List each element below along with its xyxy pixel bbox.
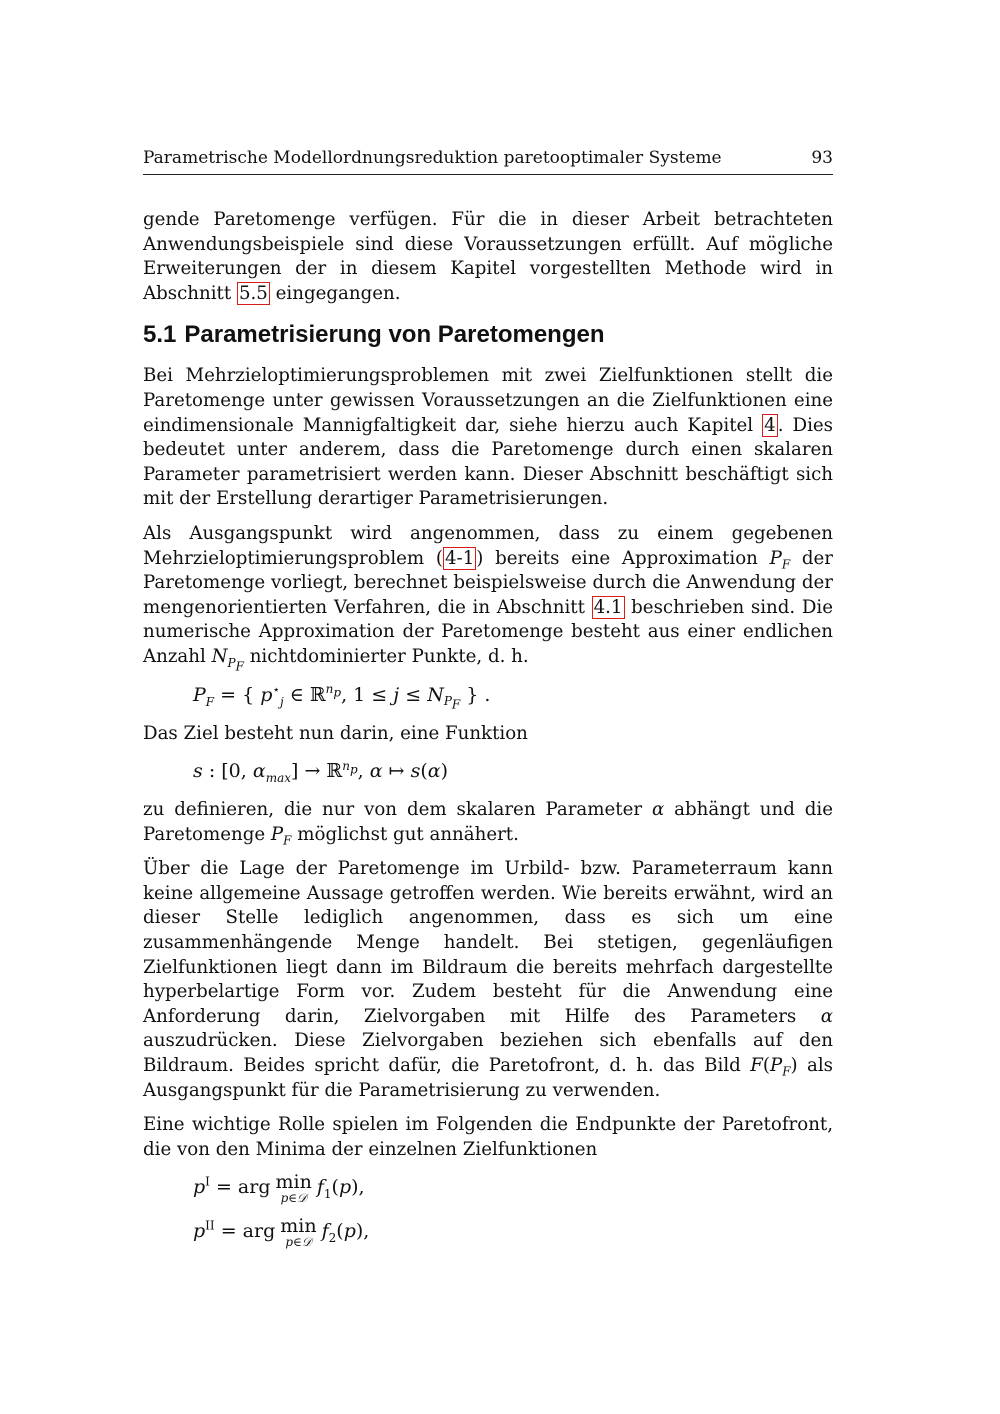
p4-text-3: möglichst gut annähert. — [291, 823, 519, 845]
equation-p1-argmin: $p^I$ = arg min p∈𝒟 $f_1(p)$, — [193, 1171, 365, 1206]
intro-text-end: eingegangen. — [269, 282, 401, 304]
math-F-PF: F — [750, 1055, 763, 1077]
paragraph-5: Über die Lage der Paretomenge im Urbild- bzw. Parameterraum kann keine allgemeine Aussage getroffen werden. Wie bereits erwähnt, wird an dieser Stelle lediglich angenommen, dass es sich um eine zusammenhängende Menge handelt. Bei stetigen, gegenläufigen Zielfunktionen liegt dann im Bildraum die bereits mehrfach dargestellte hyperbelartige Form vor. Zudem besteht für die Anwendung eine Anforderung darin, Zielvorgaben mit Hilfe des Parameters α auszudrücken. Diese Zielvorgaben beziehen sich ebenfalls auf den Bildraum. Beides spricht dafür, die Paretofront, d. h. das Bild $F(P_F)$ als Ausgangspunkt für die Parametrisierung zu verwenden. — [143, 858, 833, 1101]
math-alpha: α — [651, 799, 665, 821]
section-heading — [143, 320, 833, 350]
page-number: 93 — [811, 148, 833, 168]
body-content — [143, 208, 833, 1256]
chapter-ref-link[interactable]: 4 — [764, 414, 776, 436]
equation-function-s: s : [0, $\alpha_{max}$] → ℝ$^{n_p}$, α ↦ s(α) — [193, 758, 449, 785]
intro-text: gende Paretomenge verfügen. Für die in dieser Arbeit betrachteten Anwendungsbeispiele sind diese Voraussetzungen erfüllt. Auf mögliche Erweiterungen der in diesem Kapitel vorgestellten Methode wird in Abschnitt — [143, 209, 833, 304]
math-PF: $P_F$ — [769, 547, 791, 572]
p4-text-1: zu definieren, die nur von dem skalaren Parameter — [143, 799, 652, 821]
section-ref-link[interactable]: 5.5 — [238, 282, 268, 304]
equation-p2-argmin: $p^{II}$ = arg min p∈𝒟 $f_2(p)$, — [193, 1215, 370, 1250]
math-PF-2: $P_F$ — [270, 823, 292, 848]
section-ref-link-2[interactable]: 4.1 — [593, 596, 623, 618]
p5-text-3: als Ausgangspunkt für die Parametrisierung zu verwenden. — [143, 1055, 833, 1101]
paragraph-6: Eine wichtige Rolle spielen im Folgenden die Endpunkte der Paretofront, die von den Minima der einzelnen Zielfunktionen — [143, 1114, 833, 1160]
p2-text-4: beschrieben sind. Die numerische Approximation der Paretomenge besteht aus einer endlichen Anzahl — [143, 596, 833, 667]
p1-text: Bei Mehrzieloptimierungsproblemen mit zwei Zielfunktionen stellt die Paretomenge unter gewissen Voraussetzungen an die Zielfunktionen eine eindimensionale Mannigfaltigkeit dar, siehe hierzu auch Kapitel — [143, 365, 833, 436]
equation-ref-link[interactable]: 4-1 — [444, 547, 475, 569]
running-title: Parametrische Modellordnungsreduktion paretooptimaler Systeme — [143, 148, 722, 168]
p2-text-3: der Paretomenge vorliegt, berechnet beispielsweise durch die Anwendung der mengenorientierten Verfahren, die in Abschnitt — [143, 547, 833, 618]
paragraph-4 — [143, 798, 833, 847]
equation-pareto-set: $P_F$ = { $p^⋆_j$ ∈ ℝ$^{n_p}$, $1 \le j \le N_{P_F}$ } . — [193, 682, 491, 712]
p2-text-2: ) bereits eine Approximation — [476, 547, 770, 569]
paragraph-2 — [143, 522, 833, 673]
p1-text-end: . Dies bedeutet unter anderem, dass die Paretomenge durch einen skalaren Parameter parametrisiert werden kann. Dieser Abschnitt beschäftigt sich mit der Erstellung derartiger Parametrisierungen. — [143, 414, 833, 510]
paragraph-1 — [143, 364, 833, 512]
p4-text-2: abhängt und die Paretomenge — [143, 799, 833, 845]
section-number: 5.1 — [143, 321, 177, 349]
p5-text-1: Über die Lage der Paretomenge im Urbild- bzw. Parameterraum kann keine allgemeine Aussage getroffen werden. Wie bereits erwähnt, wird an dieser Stelle lediglich angenommen, dass es sich um eine zusammenhängende Menge handelt. Bei stetigen, gegenläufigen Zielfunktionen liegt dann im Bildraum die bereits mehrfach dargestellte hyperbelartige Form vor. Zudem besteht für die Anwendung eine Anforderung darin, Zielvorgaben mit Hilfe des Parameters — [143, 858, 833, 1027]
p2-text-5: nichtdominierter Punkte, d. h. — [243, 645, 529, 667]
intro-paragraph — [143, 208, 833, 306]
paragraph-3: Das Ziel besteht nun darin, eine Funktion — [143, 722, 528, 744]
math-alpha-2: α — [820, 1005, 833, 1027]
p5-text-2: auszudrücken. Diese Zielvorgaben beziehen sich ebenfalls auf den Bildraum. Beides spricht dafür, die Paretofront, d. h. das Bild — [143, 1030, 833, 1077]
p2-text-1: Als Ausgangspunkt wird angenommen, dass zu einem gegebenen Mehrzieloptimierungsproblem ( — [143, 522, 833, 569]
running-header — [143, 148, 833, 175]
math-NPF: $N_{P_F}$ — [211, 645, 244, 673]
section-title: Parametrisierung von Paretomengen — [184, 321, 605, 349]
